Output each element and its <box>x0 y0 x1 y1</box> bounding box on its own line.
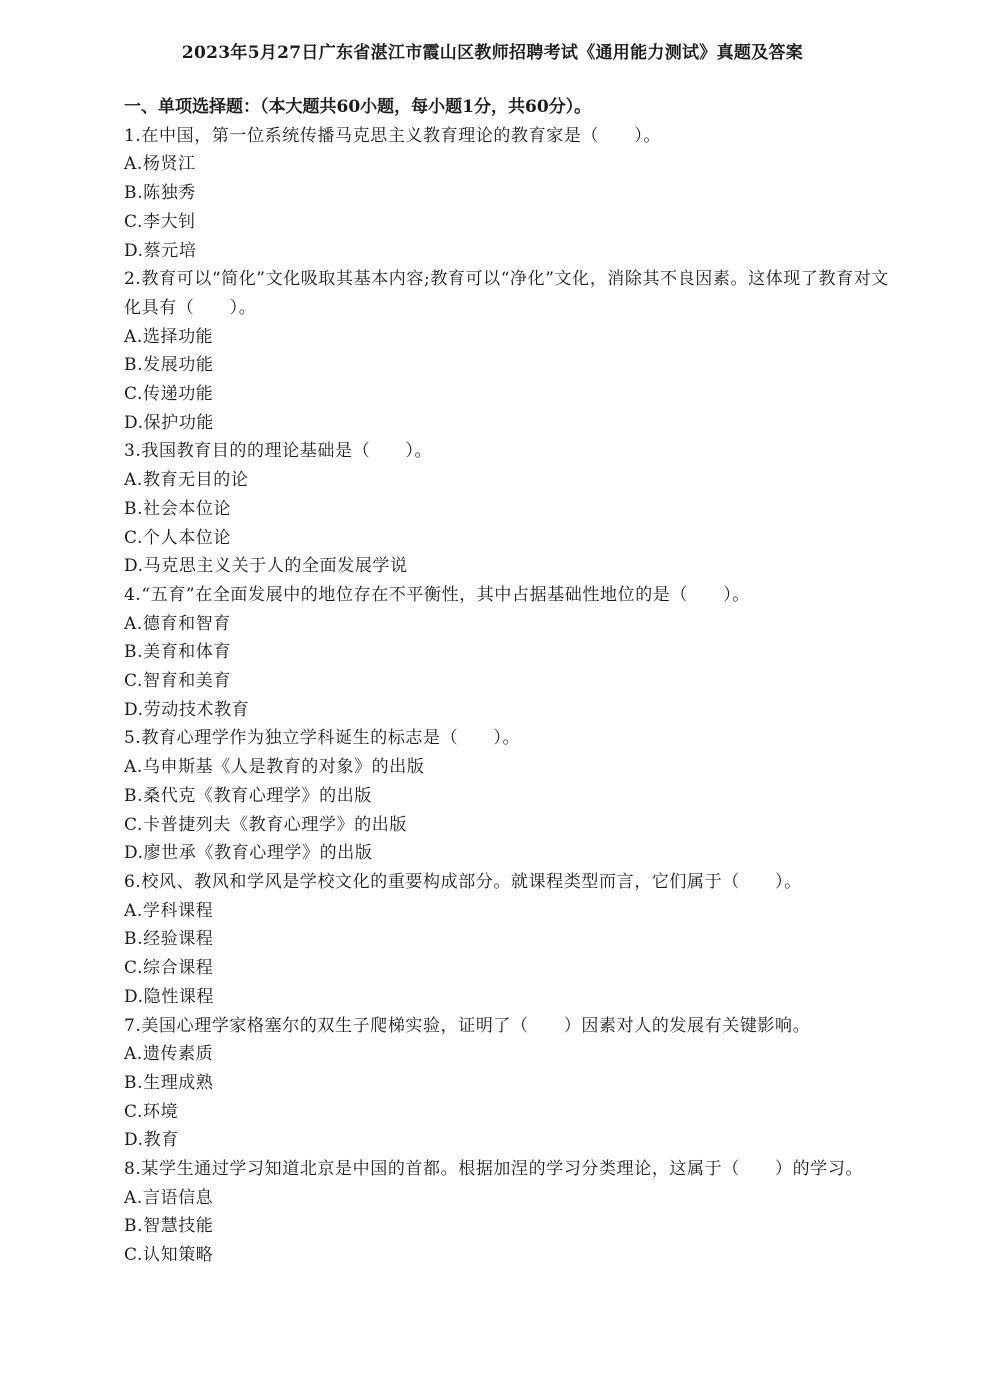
document-body <box>124 93 899 1270</box>
option-c: C.智育和美育 <box>124 671 232 692</box>
option-b: B.美育和体育 <box>124 642 232 663</box>
option-a: A.杨贤江 <box>124 154 196 175</box>
question-stem: 6.校风、教风和学风是学校文化的重要构成部分。就课程类型而言，它们属于（ ）。 <box>124 871 802 892</box>
option-b: B.生理成熟 <box>124 1072 214 1093</box>
option-b: B.社会本位论 <box>124 498 232 519</box>
question-stem: 2.教育可以“简化”文化吸取其基本内容;教育可以“净化”文化，消除其不良因素。这体现了教育对文化具有（ ）。 <box>124 269 889 318</box>
option-c: C.传递功能 <box>124 384 214 405</box>
question-stem: 1.在中国，第一位系统传播马克思主义教育理论的教育家是（ ）。 <box>124 125 661 146</box>
option-c: C.认知策略 <box>124 1245 214 1266</box>
question-5 <box>124 724 899 868</box>
option-d: D.廖世承《教育心理学》的出版 <box>124 843 373 864</box>
option-c: C.环境 <box>124 1101 179 1122</box>
option-d: D.隐性课程 <box>124 986 215 1007</box>
option-b: B.发展功能 <box>124 355 214 376</box>
option-a: A.言语信息 <box>124 1187 214 1208</box>
option-a: A.学科课程 <box>124 900 214 921</box>
option-b: B.智慧技能 <box>124 1216 214 1237</box>
question-3 <box>124 437 899 581</box>
question-4 <box>124 581 899 725</box>
document-title: 2023年5月27日广东省湛江市霞山区教师招聘考试《通用能力测试》真题及答案 <box>181 43 804 63</box>
option-a: A.乌申斯基《人是教育的对象》的出版 <box>124 757 425 778</box>
section-heading: 一、单项选择题：（本大题共60小题，每小题1分，共60分）。 <box>124 97 592 117</box>
question-stem: 5.教育心理学作为独立学科诞生的标志是（ ）。 <box>124 728 521 749</box>
question-8 <box>124 1155 899 1270</box>
question-1 <box>124 122 899 266</box>
option-c: C.综合课程 <box>124 958 214 979</box>
option-c: C.个人本位论 <box>124 527 232 548</box>
option-d: D.教育 <box>124 1130 179 1151</box>
option-b: B.陈独秀 <box>124 183 196 204</box>
question-7 <box>124 1012 899 1156</box>
option-d: D.蔡元培 <box>124 240 197 261</box>
question-2 <box>124 265 899 437</box>
question-stem: 7.美国心理学家格塞尔的双生子爬梯实验，证明了（ ）因素对人的发展有关键影响。 <box>124 1015 811 1036</box>
option-d: D.马克思主义关于人的全面发展学说 <box>124 556 408 577</box>
option-a: A.遗传素质 <box>124 1044 214 1065</box>
option-b: B.经验课程 <box>124 929 214 950</box>
question-6 <box>124 868 899 1012</box>
question-stem: 4.“五育”在全面发展中的地位存在不平衡性，其中占据基础性地位的是（ ）。 <box>124 584 750 605</box>
option-d: D.保护功能 <box>124 412 215 433</box>
option-a: A.德育和智育 <box>124 613 231 634</box>
option-c: C.卡普捷列夫《教育心理学》的出版 <box>124 814 408 835</box>
question-stem: 3.我国教育目的的理论基础是（ ）。 <box>124 441 433 462</box>
option-b: B.桑代克《教育心理学》的出版 <box>124 785 372 806</box>
question-stem: 8.某学生通过学习知道北京是中国的首都。根据加涅的学习分类理论，这属于（ ）的学习。 <box>124 1159 864 1180</box>
option-a: A.教育无目的论 <box>124 470 249 491</box>
option-c: C.李大钊 <box>124 211 196 232</box>
option-d: D.劳动技术教育 <box>124 699 250 720</box>
option-a: A.选择功能 <box>124 326 214 347</box>
